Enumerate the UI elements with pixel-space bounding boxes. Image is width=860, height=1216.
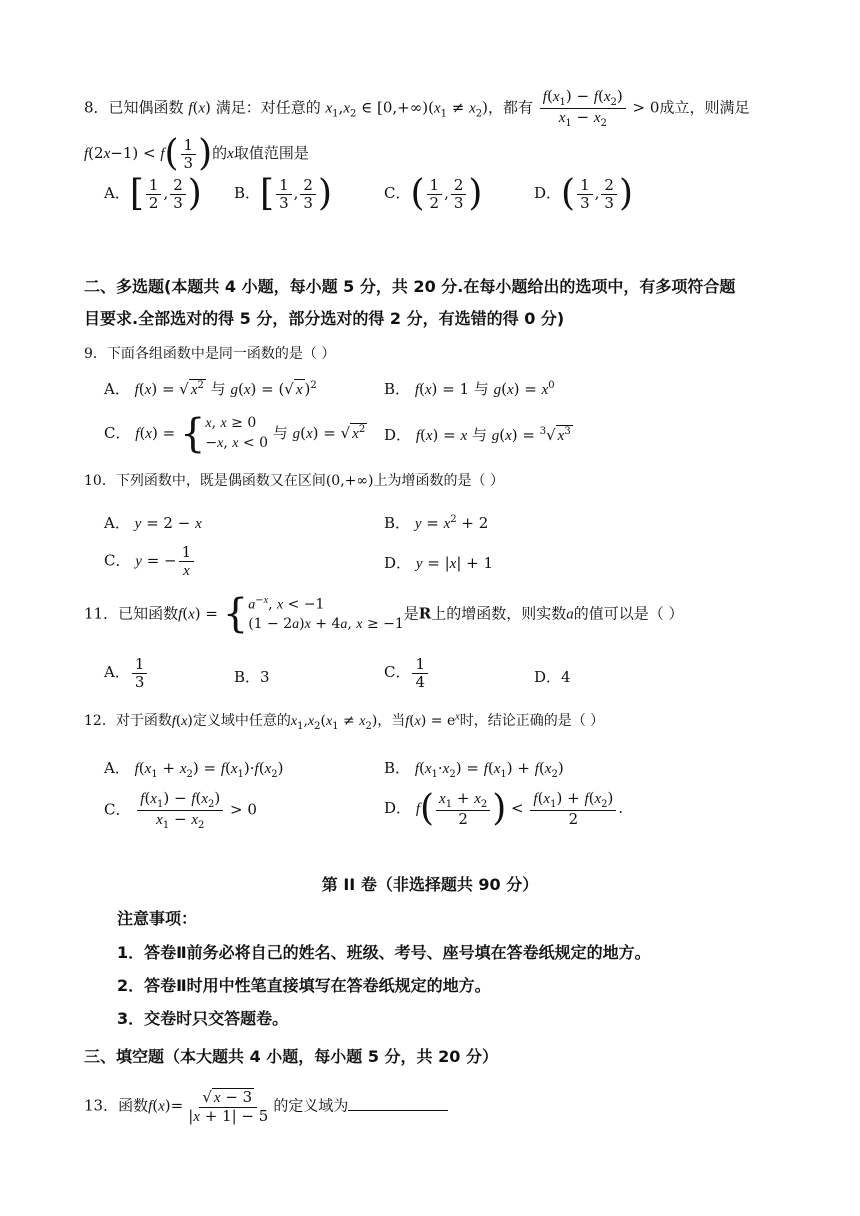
- part2-title: 第 II 卷（非选择题共 90 分）: [321, 875, 539, 894]
- q9-stem: 9．下面各组函数中是同一函数的是（ ）: [84, 346, 336, 362]
- notice-item-1: 1．答卷Ⅱ前务必将自己的姓名、班级、考号、座号填在答卷纸规定的地方。: [117, 943, 651, 962]
- q13: 13．函数f(x)= $\frac{√ x - 3}{|x + 1| - 5}$ 的定义域为: [84, 1088, 860, 1125]
- notice-item-3: 3．交卷时只交答题卷。: [117, 1009, 289, 1028]
- q8-line1: 8．已知偶函数 f(x) 满足：对任意的 $x_1,x_2$ ∈ $[0,+\infty)(x_1 \ne x_2)$，都有 $\frac{f(x_1) - f(x_2)}{x_1 - x_2}$ > 0成立，则满足: [84, 87, 750, 129]
- answer-blank[interactable]: [348, 1110, 448, 1111]
- section2-line1: 二、多选题(本题共 4 小题，每小题 5 分，共 20 分.在每小题给出的选项中，有多项符合题: [84, 277, 736, 296]
- q8-line2: f(2x−1) < f( $\frac{1}{3}$ )的x取值范围是: [84, 133, 309, 174]
- q10-stem: 10．下列函数中，既是偶函数又在区间(0,+∞)上为增函数的是（ ）: [84, 473, 504, 489]
- section3-title: 三、填空题（本大题共 4 小题，每小题 5 分，共 20 分）: [84, 1047, 498, 1066]
- section2-line2: 目要求.全部选对的得 5 分，部分选对的得 2 分，有选错的得 0 分): [84, 309, 565, 328]
- q11-stem: 11．已知函数f(x) = { $a^{-x}$, x < −1 (1 − 2a)x + 4a, x ≥ −1 是R上的增函数，则实数a的值可以是（ ）: [84, 591, 684, 638]
- notice-item-2: 2．答卷Ⅱ时用中性笔直接填写在答卷纸规定的地方。: [117, 976, 491, 995]
- q12-stem: 12．对于函数f(x)定义域中任意的$x_1,x_2(x_1 \ne x_2)$，当$f(x) = e^x$时，结论正确的是（ ）: [84, 711, 605, 732]
- notice-heading: 注意事项：: [117, 909, 198, 928]
